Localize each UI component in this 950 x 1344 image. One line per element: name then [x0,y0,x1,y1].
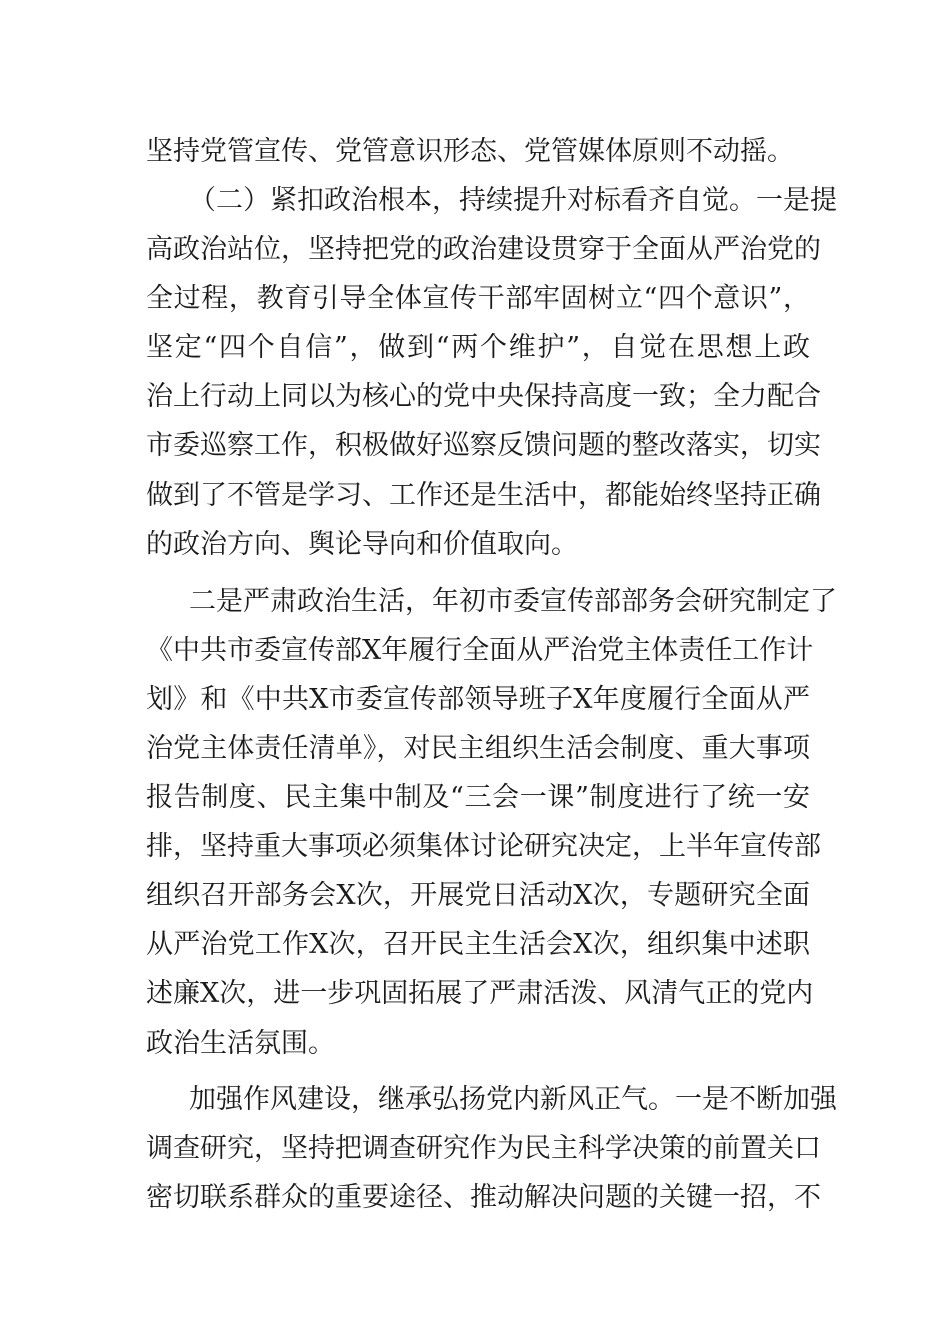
text-line: 加强作风建设，继承弘扬党内新风正气。一是不断加强 [189,1084,837,1115]
text-line: 坚定“四个自信”，做到“两个维护”，自觉在思想上政 [146,332,810,363]
text-line: 调查研究，坚持把调查研究作为民主科学决策的前置关口 [146,1133,821,1164]
text-line: 从严治党工作X次，召开民主生活会X次，组织集中述职 [146,929,810,960]
text-line: 治上行动上同以为核心的党中央保持高度一致；全力配合 [146,381,821,412]
text-line: 二是严肃政治生活，年初市委宣传部部务会研究制定了 [189,586,837,617]
text-line: 述廉X次，进一步巩固拓展了严肃活泼、风清气正的党内 [146,978,814,1009]
text-line: 组织召开部务会X次，开展党日活动X次，专题研究全面 [146,880,810,911]
text-line: 划》和《中共X市委宣传部领导班子X年度履行全面从严 [146,684,810,715]
text-line: 报告制度、民主集中制及“三会一课”制度进行了统一安 [146,782,810,813]
text-line: 坚持党管宣传、党管意识形态、党管媒体原则不动摇。 [146,136,794,167]
text-line: 的政治方向、舆论导向和价值取向。 [146,529,578,560]
text-line: 治党主体责任清单》，对民主组织生活会制度、重大事项 [146,733,810,764]
text-line: 《中共市委宣传部X年履行全面从严治党主体责任工作计 [146,635,814,666]
text-line: 排，坚持重大事项必须集体讨论研究决定，上半年宣传部 [146,831,821,862]
text-line: 政治生活氛围。 [146,1028,335,1059]
text-line: 做到了不管是学习、工作还是生活中，都能始终坚持正确 [146,480,821,511]
text-line: （二）紧扣政治根本，持续提升对标看齐自觉。一是提 [189,185,837,216]
text-line: 密切联系群众的重要途径、推动解决问题的关键一招，不 [146,1182,821,1213]
text-line: 市委巡察工作，积极做好巡察反馈问题的整改落实，切实 [146,430,821,461]
text-line: 全过程，教育引导全体宣传干部牢固树立“四个意识”， [146,283,810,314]
text-line: 高政治站位，坚持把党的政治建设贯穿于全面从严治党的 [146,234,821,265]
